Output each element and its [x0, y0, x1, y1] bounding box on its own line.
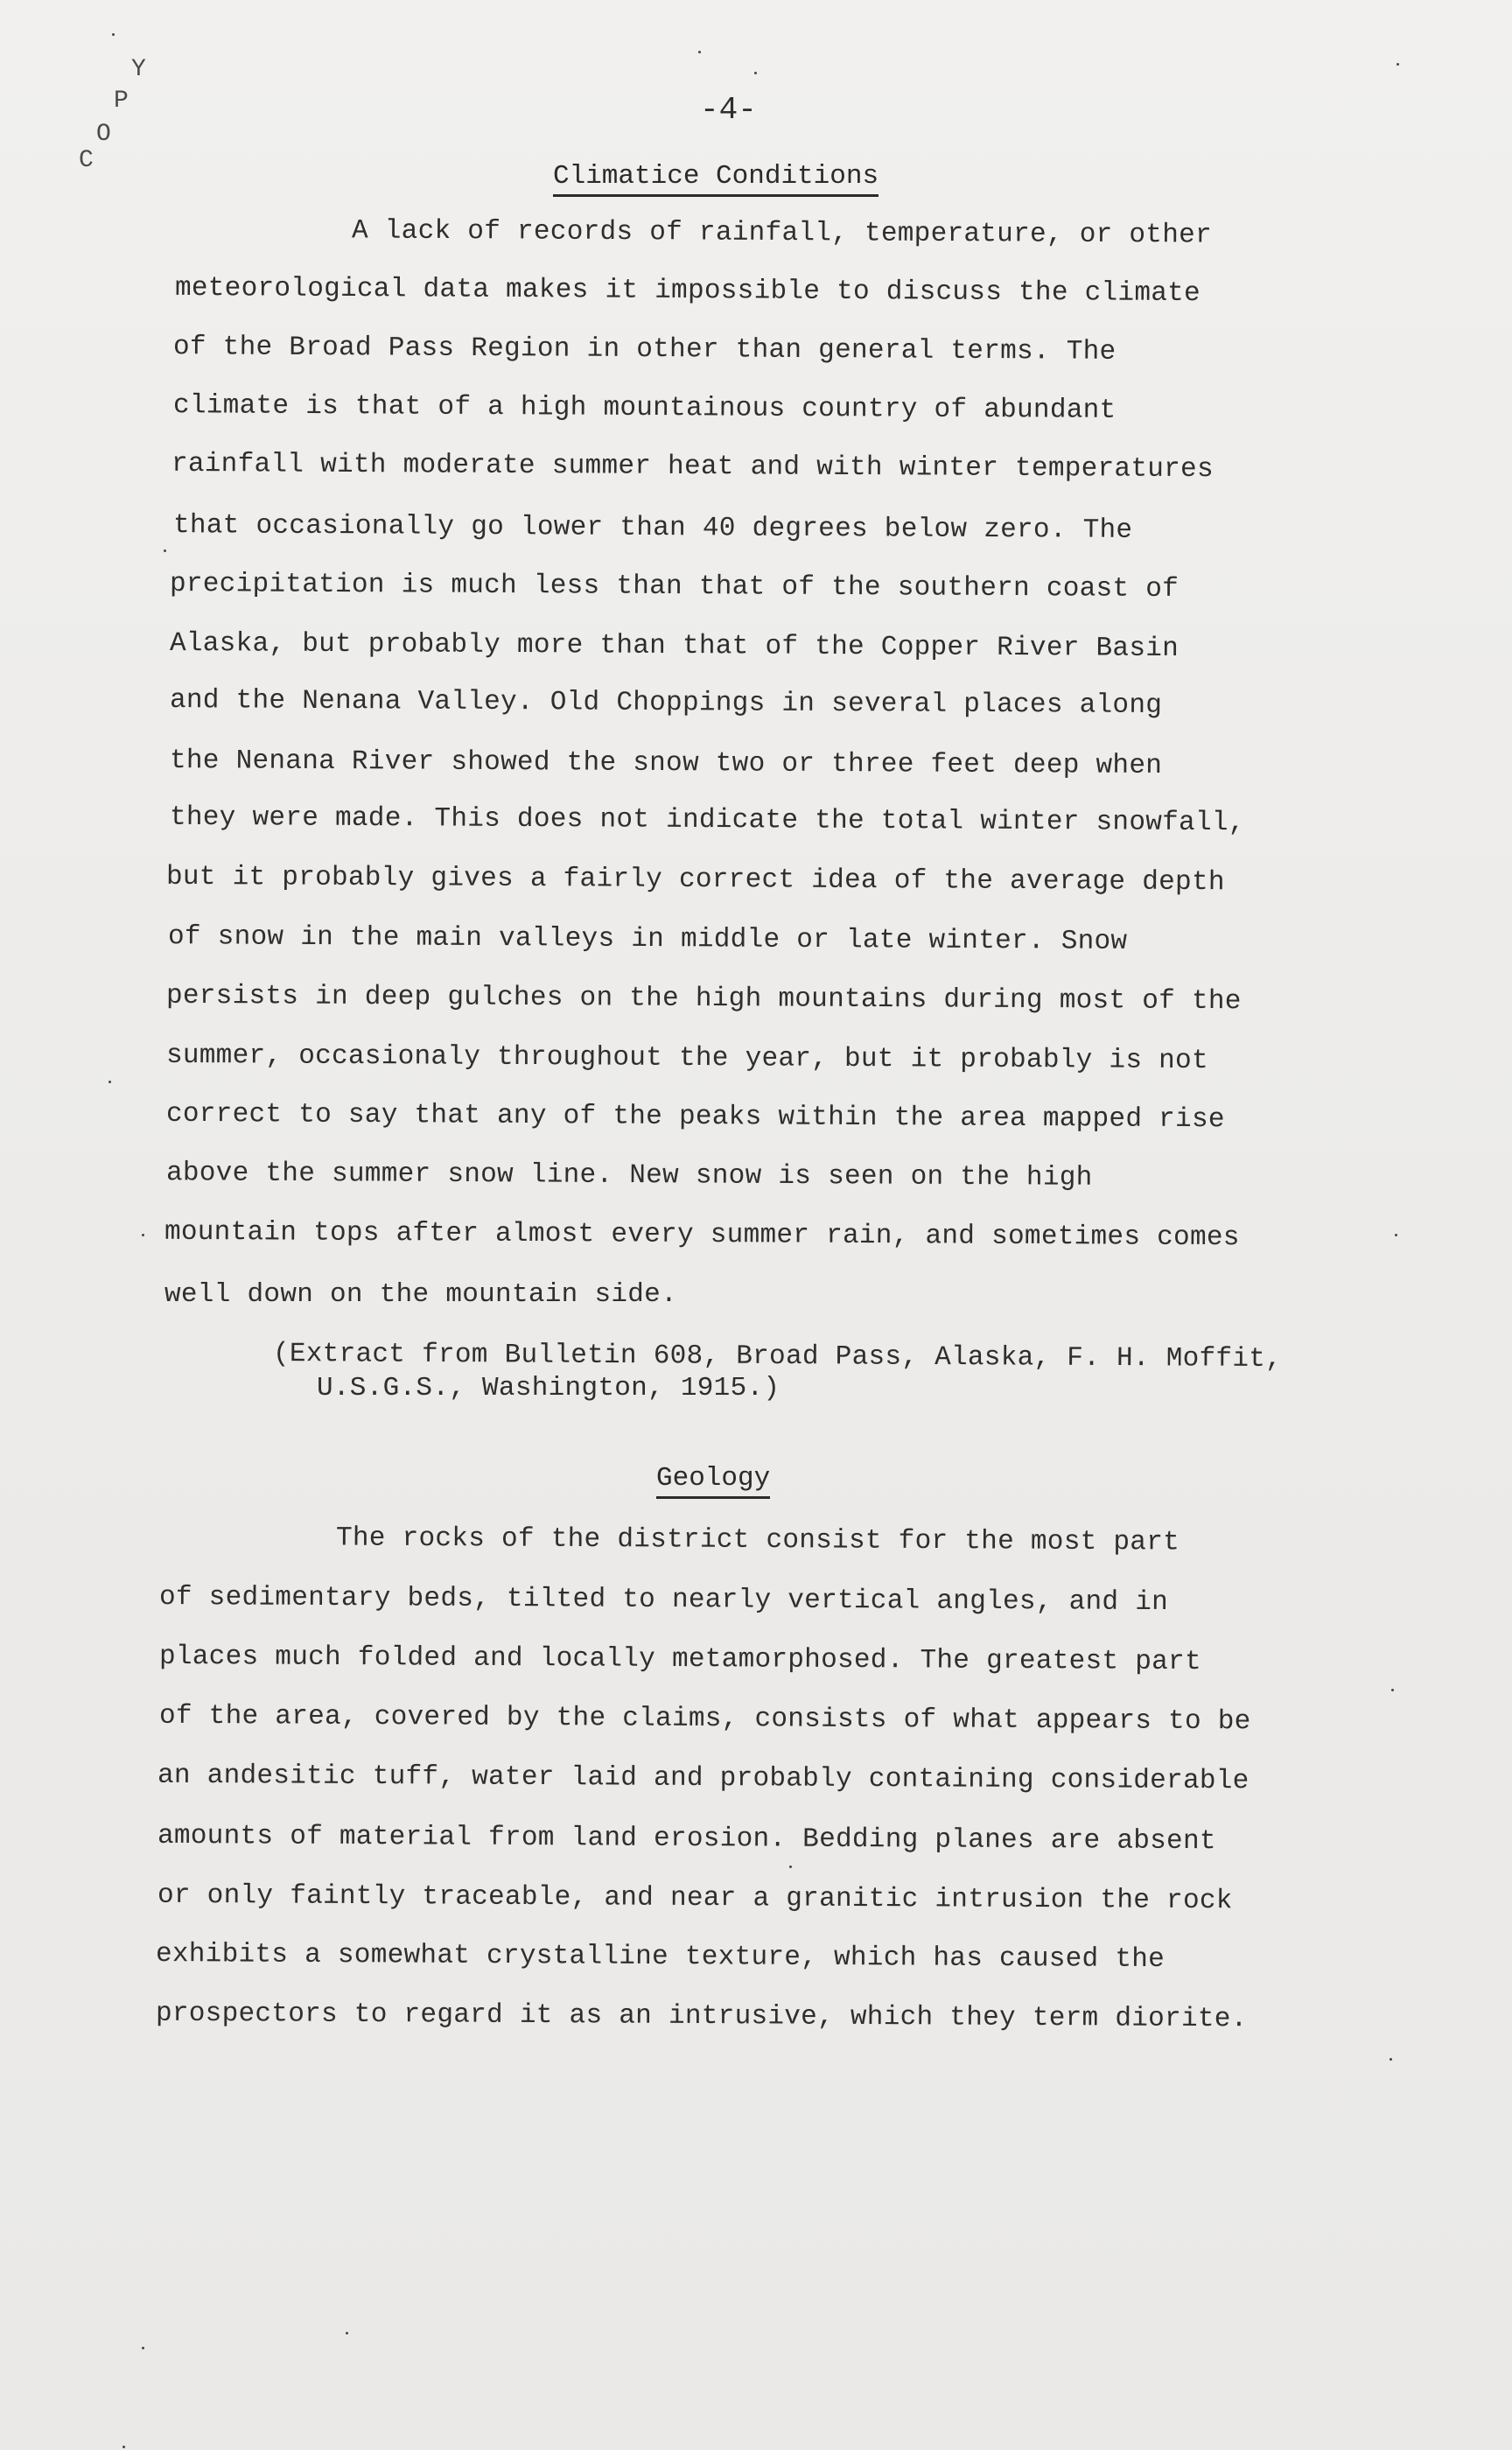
paragraph-line: mountain tops after almost every summer rain, and sometimes comes	[164, 1216, 1240, 1254]
paragraph-line: and the Nenana Valley. Old Choppings in several places along	[169, 685, 1163, 721]
paragraph-line: amounts of material from land erosion. Bedding planes are absent	[157, 1820, 1216, 1858]
scan-speck	[789, 1866, 792, 1868]
scan-speck	[164, 550, 166, 552]
paragraph-line: of snow in the main valleys in middle or late winter. Snow	[167, 921, 1128, 957]
paragraph-line: above the summer snow line. New snow is seen on the high	[165, 1158, 1093, 1194]
paragraph-line: they were made. This does not indicate the total winter snowfall,	[169, 802, 1245, 839]
scan-speck	[1396, 63, 1399, 66]
paragraph-line: of the area, covered by the claims, consists of what appears to be	[158, 1700, 1251, 1738]
paragraph-line: correct to say that any of the peaks within the area mapped rise	[165, 1098, 1225, 1136]
paragraph-line: prospectors to regard it as an intrusive, which they term diorite.	[155, 1998, 1248, 2035]
paragraph-line: but it probably gives a fairly correct idea of the average depth	[165, 861, 1225, 899]
paragraph-line: that occasionally go lower than 40 degrees below zero. The	[172, 510, 1133, 546]
scan-speck	[108, 1081, 111, 1083]
scan-speck	[112, 33, 115, 36]
geology-heading: Geology	[656, 1463, 770, 1499]
copy-stamp-letter-o: O	[96, 121, 111, 148]
scan-speck	[122, 2446, 125, 2448]
paragraph-line: The rocks of the district consist for the most part	[335, 1522, 1180, 1558]
scan-speck	[698, 51, 701, 53]
paragraph-line: summer, occasionaly throughout the year, but it probably is not	[165, 1040, 1208, 1077]
paragraph-line: precipitation is much less than that of the southern coast of	[169, 568, 1180, 606]
page-number: -4-	[700, 92, 757, 128]
paragraph-line: persists in deep gulches on the high mountains during most of the	[165, 980, 1242, 1018]
copy-stamp-letter-p: P	[114, 88, 129, 115]
scan-speck	[1390, 2058, 1392, 2061]
scan-speck	[1395, 1234, 1397, 1236]
paragraph-line: an andesitic tuff, water laid and probably containing considerable	[157, 1760, 1250, 1797]
paragraph-line: Alaska, but probably more than that of the Copper River Basin	[169, 627, 1180, 665]
scan-speck	[142, 1234, 144, 1236]
scan-speck	[754, 72, 757, 74]
paragraph-line: well down on the mountain side.	[164, 1279, 677, 1310]
citation-line: (Extract from Bulletin 608, Broad Pass, Alaska, F. H. Moffit,	[272, 1338, 1283, 1376]
copy-stamp-letter-y: Y	[131, 56, 146, 83]
citation-line: U.S.G.S., Washington, 1915.)	[317, 1373, 780, 1404]
paragraph-line: of sedimentary beds, tilted to nearly vertical angles, and in	[158, 1581, 1169, 1619]
scan-speck	[142, 2347, 144, 2349]
paragraph-line: the Nenana River showed the snow two or three feet deep when	[169, 746, 1163, 781]
paragraph-line: meteorological data makes it impossible to discuss the climate	[174, 272, 1201, 310]
paragraph-line: rainfall with moderate summer heat and with winter temperatures	[171, 448, 1214, 486]
copy-stamp-letter-c: C	[79, 147, 94, 174]
paragraph-line: or only faintly traceable, and near a granitic intrusion the rock	[157, 1880, 1233, 1917]
scan-speck	[1391, 1689, 1394, 1691]
paragraph-line: places much folded and locally metamorphosed. The greatest part	[158, 1641, 1201, 1678]
paragraph-line: exhibits a somewhat crystalline texture, which has caused the	[155, 1938, 1166, 1976]
paragraph-line: A lack of records of rainfall, temperature, or other	[351, 215, 1213, 251]
climatic-conditions-heading: Climatice Conditions	[553, 161, 878, 197]
paragraph-line: climate is that of a high mountainous country of abundant	[172, 390, 1116, 426]
scan-speck	[346, 2332, 348, 2334]
paragraph-line: of the Broad Pass Region in other than general terms. The	[172, 332, 1116, 368]
